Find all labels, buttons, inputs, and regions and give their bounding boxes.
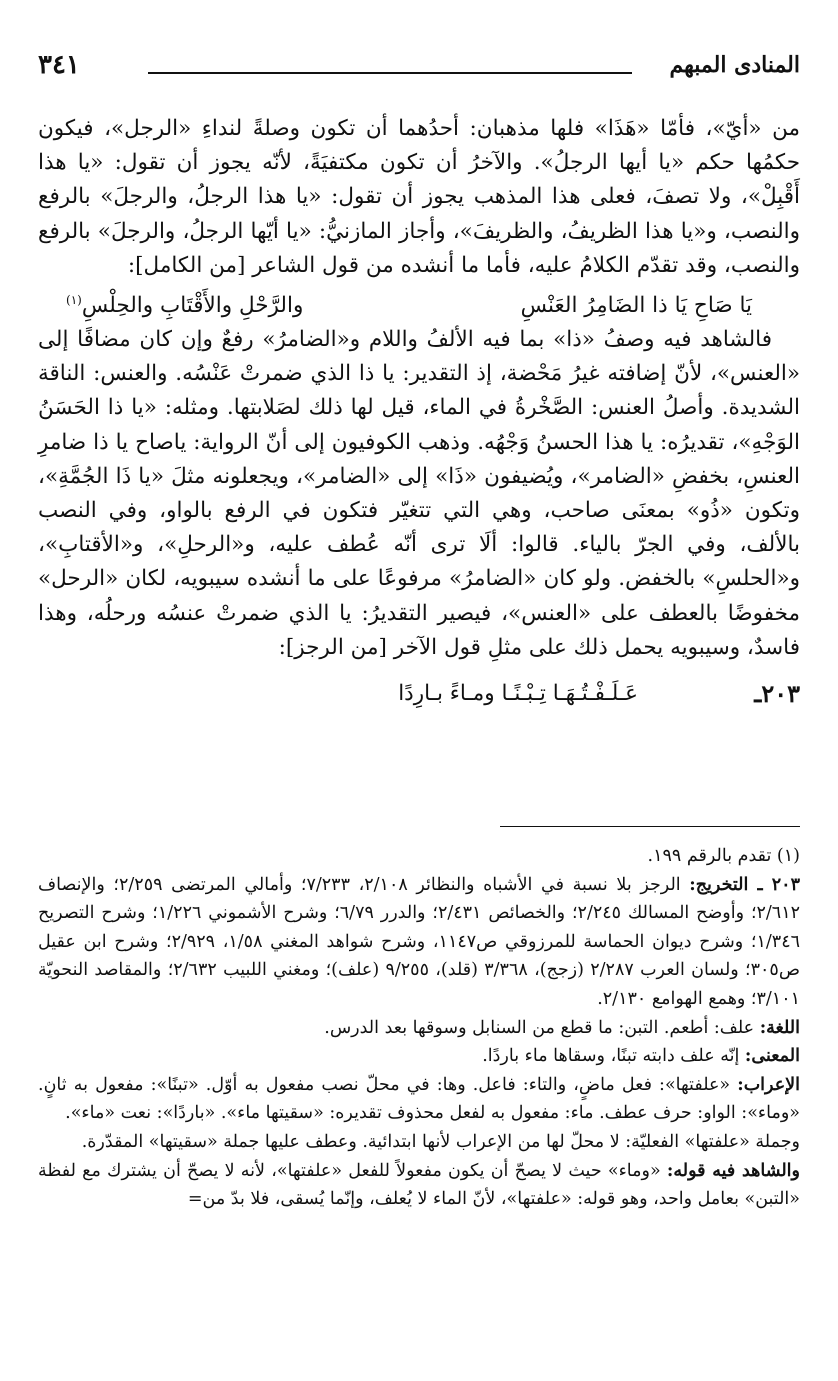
lugha-note [38,1014,800,1043]
page-number: ٣٤١ [38,50,80,80]
irab-label: الإعراب: [737,1074,800,1095]
example-text: عَـلَـفْـتُـهَـا تِـبْـنًـا ومـاءً بـارِدًا [398,680,638,706]
footnotes [38,842,800,1214]
irab-text: «علفتها»: فعل ماضٍ، والتاء: فاعل. وها: في محلّ نصب مفعول به أوّل. «تبنًا»: مفعول به ثانٍ. «وماء»: الواو: حرف عطف. ماء: مفعول به لفعل محذوف تقديره: «سقيتها ماء». «باردًا»: نعت «ماء». [38,1074,800,1124]
mana-note [38,1042,800,1071]
verse-second-hemistich [66,283,303,323]
chapter-title: المنادى المبهم [669,52,800,78]
paragraph-2: فالشاهد فيه وصفُ «ذا» بما فيه الألفُ واللام و«الضامرُ» رفعٌ وإن كان مضافًا إلى «العنس»، لأنّ إضافته غيرُ مَحْضة، إذ التقدير: يا ذا الذي ضمرتْ عَنْسُه. والعنس: الناقة الشديدة. وأصلُ العنس: الصَّخْرةُ في الماء، قيل لها ذلك لصَلابتها. ومثله: «يا ذا الحَسَنُ الوَجْهِ»، تقديرُه: يا هذا الحسنُ وَجْهُه. وذهب الكوفيون إلى أنّ الرواية: ياصاح يا ذا ضامرِ العنسِ، بخفضِ «الضامر»، ويُضيفون «ذَا» إلى «الضامر»، ويجعلونه مثلَ «يا ذَا الجُمَّةِ»، وتكون «ذُو» بمعنَى صاحب، وهي التي تتغيّر فتكون في الرفع بالواو، وفي النصب بالألف، وفي الجرّ بالياء. قالوا: ألَا ترى أنّه عُطف عليه، و«الرحلِ»، و«الأقتابِ»، و«الحلسِ» بالخفض. ولو كان «الضامرُ» مرفوعًا على ما أنشده سيبويه، لكان «الرحل» مخفوضًا بالعطف على «العنس»، فيصير التقديرُ: يا الذي ضمرتْ عنسُه ورحلُه، وهذا فاسدٌ، وسيبويه يحمل ذلك على مثلِ قول الآخر [من الرجز]: [38,327,800,660]
verse-first-hemistich: يَا صَاحِ يَا ذا الضَامِرُ العَنْسِ [520,292,752,318]
footnote-marker: (١) [66,292,82,307]
shahid-label: والشاهد فيه قوله: [666,1160,800,1181]
irab-note [38,1071,800,1128]
poem-verse [38,283,800,323]
takhrij-label: ٢٠٣ ـ التخريج: [689,874,800,895]
takhrij-text: الرجز بلا نسبة في الأشباه والنظائر ٢/١٠٨، ٧/٢٣٣؛ وأمالي المرتضى ٢/٢٥٩؛ والإنصاف ٢/٦١٢؛ وأوضح المسالك ٢/٢٤٥؛ والخصائص ٢/٤٣١؛ والدرر ٦/٧٩؛ وشرح الأشموني ١/٢٢٦؛ وشرح التصريح ١/٣٤٦؛ وشرح ديوان الحماسة للمرزوقي ص١١٤٧، وشرح شواهد المغني ١/٥٨، ٢/٩٢٩؛ وشرح ابن عقيل ص٣٠٥؛ ولسان العرب ٢/٢٨٧ (زجج)، ٣/٣٦٨ (قلد)، ٩/٢٥٥ (علف)؛ ومغني اللبيب ٢/٦٣٢؛ والمقاصد النحويّة ٣/١٠١؛ وهمع الهوامع ٢/١٣٠. [38,874,801,1009]
footnote-1: (١) تقدم بالرقم ١٩٩. [647,846,800,866]
mana-label: المعنى: [744,1046,800,1067]
paragraph-1: من «أيّ»، فأمّا «هَذَا» فلها مذهبان: أحدُهما أن تكون وصلةً لنداءِ «الرجل»، فيكون حكمُها حكم «يا أيها الرجلُ». والآخرُ أن تكون مكتفيَةً، لأنّه يجوز أن تقول: «يا هذا أَقْبِلْ»، ولا تصفَ، فعلى هذا المذهب يجوز أن تقول: «يا هذا الرجلُ، والرجلَ» بالرفع والنصب، و«يا هذا الظريفُ، والظريفَ»، وأجاز المازنيُّ: «يا أيّها الرجلُ، والرجلَ» بالرفع والنصب، وقد تقدّم الكلامُ عليه، فأما ما أنشده من قول الشاعر [من الكامل]: [38,116,800,278]
header-rule [148,72,632,74]
verse-second-text: والرَّحْلِ والأَقْتَابِ والحِلْسِ [81,292,304,318]
footnote-rule [500,826,800,827]
main-text [38,112,800,711]
shahid-note [38,1157,800,1214]
lugha-label: اللغة: [759,1017,800,1038]
lugha-text: علف: أطعم. التبن: ما قطع من السنابل وسوقها بعد الدرس. [324,1017,755,1038]
shahid-text: «وماء» حيث لا يصحّ أن يكون مفعولاً للفعل «علفتها»، لأنه لا يصحّ أن يشترك مع لفظة «التبن» بعامل واحد، وهو قوله: «علفتها»، لأنّ الماء لا يُعلف، وإنّما يُسقى، فلا بدّ من= [38,1160,800,1210]
takhrij-note [38,871,800,1014]
example-verse [38,665,800,711]
mana-text: إنّه علف دابته تبنًا، وسقاها ماء باردًا. [482,1046,740,1067]
running-header [38,52,800,92]
example-number: ٢٠٣ـ [754,678,800,708]
irab-note-2: وجملة «علفتها» الفعليّة: لا محلّ لها من الإعراب لأنها ابتدائية. وعطف عليها جملة «سقيتها» المقدّرة. [81,1131,800,1152]
